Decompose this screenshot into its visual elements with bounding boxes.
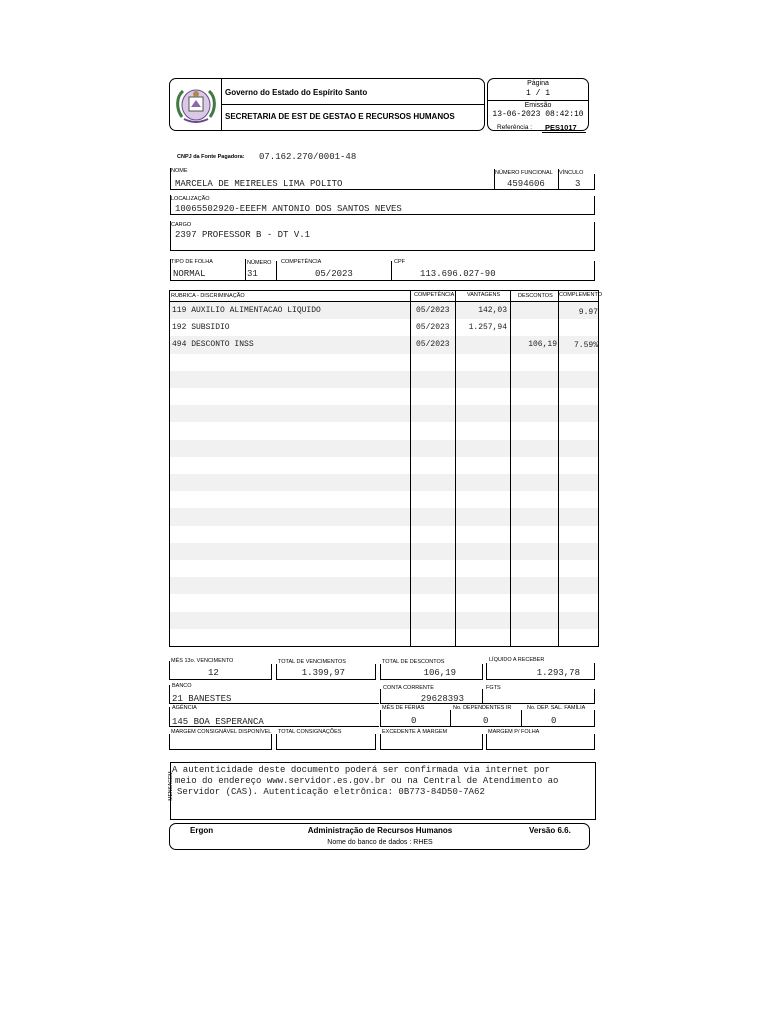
localizacao-label: LOCALIZAÇÃO [171, 196, 210, 202]
total-venc-value: 1.399,97 [301, 668, 345, 678]
mensagem-line-1: A autenticidade deste documento poderá ser confirmada via internet por [172, 765, 551, 775]
dep-sal-box [522, 710, 595, 727]
liquido-label: LÍQUIDO A RECEBER [489, 657, 545, 663]
liquido-value: 1.293,78 [536, 668, 580, 678]
col-divider-vantagens [455, 290, 456, 647]
nome-field-border [170, 168, 171, 190]
margem-folha-label: MARGEM P/ FOLHA [488, 729, 540, 735]
cargo-border [170, 221, 171, 251]
gov-title: Governo do Estado do Espírito Santo [225, 88, 368, 97]
cell-complemento: 9.97 [578, 308, 598, 317]
cargo-right [594, 222, 595, 251]
localizacao-value: 10065502920-EEEFM ANTONIO DOS SANTOS NEVES [175, 204, 402, 214]
footer-title: Administração de Recursos Humanos [307, 826, 453, 835]
mes13-bottom [169, 679, 272, 680]
cell-competencia: 05/2023 [416, 306, 450, 315]
emissao-label: Emissão [524, 102, 552, 109]
tipo-folha-border [170, 259, 171, 281]
cnpj-label: CNPJ da Fonte Pagadora: [177, 154, 245, 160]
cell-descontos: 106,19 [528, 340, 557, 349]
header-divider [221, 104, 485, 105]
agencia-label: AGÊNCIA [172, 705, 197, 711]
cargo-label: CARGO [171, 222, 192, 228]
cell-complemento: 7.59% [573, 341, 598, 350]
cnpj-value: 07.162.270/0001-48 [259, 152, 357, 162]
cargo-bottom [170, 250, 595, 251]
cpf-value: 113.696.027-90 [420, 269, 496, 279]
localizacao-border [170, 195, 171, 215]
cell-vantagens: 142,03 [478, 306, 507, 315]
header-logo-divider [221, 78, 222, 131]
vinculo-value: 3 [575, 179, 581, 189]
total-consig-label: TOTAL CONSIGNAÇÕES [278, 729, 342, 735]
cell-rubrica: 494 DESCONTO INSS [172, 340, 254, 349]
mes13-label: MÊS 13o. VENCIMENTO [171, 658, 234, 664]
total-desc-label: TOTAL DE DESCONTOS [382, 659, 445, 665]
cell-competencia: 05/2023 [416, 340, 450, 349]
pagina-divider [487, 100, 589, 101]
nome-value: MARCELA DE MEIRELES LIMA POLITO [175, 179, 343, 189]
dep-sal-label: No. DEP. SAL. FAMÍLIA [527, 705, 586, 711]
th-complemento: COMPLEMENTO [559, 292, 602, 298]
tipo-folha-label: TIPO DE FOLHA [171, 259, 213, 265]
vinculo-label: VÍNCULO [559, 170, 584, 176]
excedente-label: EXCEDENTE À MARGEM [382, 729, 448, 735]
dep-ir-label: No. DEPENDENTES IR [453, 705, 512, 711]
th-descontos: DESCONTOS [518, 293, 553, 299]
vinculo-right-border [594, 174, 595, 190]
banco-value: 21 BANESTES [172, 694, 232, 704]
secretaria-title: SECRETARIA DE EST DE GESTAO E RECURSOS HUMANOS [225, 112, 455, 121]
margem-label: MARGEM CONSIGNÁVEL DISPONÍVEL [171, 729, 272, 735]
cell-rubrica: 192 SUBSIDIO [172, 323, 230, 332]
mes13-right [271, 664, 272, 680]
excedente-box [380, 734, 483, 750]
referencia-underline [542, 132, 586, 133]
numero-funcional-value: 4594606 [507, 179, 545, 189]
footer-banco-dados: Nome do banco de dados : RHES [327, 839, 433, 846]
numero-funcional-border [494, 169, 495, 190]
dep-ir-value: 0 [483, 716, 489, 726]
footer-ergon: Ergon [190, 826, 214, 835]
cell-rubrica: 119 AUXILIO ALIMENTACAO LIQUIDO [172, 306, 321, 315]
fgts-label: FGTS [486, 685, 501, 691]
referencia-label: Referência : [497, 124, 533, 131]
th-competencia: COMPETÊNCIA [414, 292, 455, 298]
pagina-value: 1 / 1 [525, 89, 550, 98]
numero-label: NÚMERO [247, 260, 272, 266]
tipo-folha-value: NORMAL [173, 269, 206, 279]
mensagem-line-3: Servidor (CAS). Autenticação eletrônica: 0B773-84D50-7A62 [177, 787, 485, 797]
nome-field-bottom [170, 189, 595, 190]
mes13-border [169, 661, 170, 680]
banco-border [169, 685, 170, 704]
cargo-value: 2397 PROFESSOR B - DT V.1 [175, 230, 311, 240]
pagina-label: Página [527, 80, 549, 87]
ferias-label: MÊS DE FÉRIAS [382, 705, 425, 711]
coat-of-arms-logo [174, 83, 218, 127]
cpf-label: CPF [394, 259, 405, 265]
th-rubrica: RUBRICA - DISCRIMINAÇÃO [171, 293, 245, 299]
competencia-value: 05/2023 [315, 269, 353, 279]
agencia-value: 145 BOA ESPERANCA [172, 717, 264, 727]
fgts-box [483, 689, 595, 704]
tipo-folha-bottom [170, 280, 595, 281]
table-header-bottom [169, 301, 599, 302]
col-divider-competencia [410, 290, 411, 647]
numero-funcional-label: NÚMERO FUNCIONAL [495, 170, 553, 176]
competencia-label: COMPETÊNCIA [281, 259, 322, 265]
competencia-border [276, 261, 277, 281]
dep-sal-value: 0 [551, 716, 557, 726]
conta-value: 29628393 [420, 694, 464, 704]
cpf-border [391, 261, 392, 281]
ferias-value: 0 [411, 716, 417, 726]
margem-box [169, 734, 272, 750]
agencia-border [169, 707, 170, 727]
numero-value: 31 [247, 269, 258, 279]
emissao-value: 13-06-2023 08:42:10 [492, 110, 584, 119]
total-desc-value: 106,19 [423, 668, 456, 678]
total-venc-label: TOTAL DE VENCIMENTOS [278, 659, 346, 665]
total-consig-box [276, 734, 376, 750]
nome-label: NOME [171, 168, 188, 174]
cpf-right [594, 261, 595, 281]
banco-label: BANCO [172, 683, 192, 689]
cell-vantagens: 1.257,94 [468, 323, 507, 332]
margem-folha-box [486, 734, 595, 750]
th-vantagens: VANTAGENS [467, 292, 501, 298]
mensagem-label: MENSAGEM [168, 771, 174, 801]
vinculo-border [558, 169, 559, 190]
referencia-value: PES1017 [545, 123, 577, 132]
mensagem-line-2: meio do endereço www.servidor.es.gov.br ou na Central de Atendimento ao [175, 776, 559, 786]
mes13-value: 12 [208, 668, 219, 678]
localizacao-bottom [170, 214, 595, 215]
footer-versao: Versão 6.6. [529, 826, 571, 835]
numero-border [245, 259, 246, 281]
conta-label: CONTA CORRENTE [383, 685, 434, 691]
cell-competencia: 05/2023 [416, 323, 450, 332]
localizacao-right [594, 196, 595, 215]
